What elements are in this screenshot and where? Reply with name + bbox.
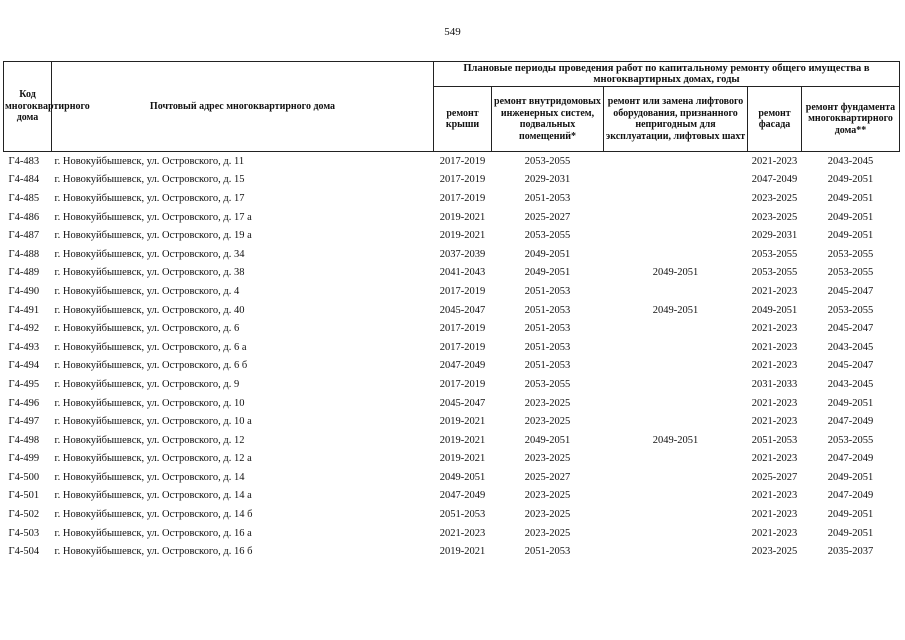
cell-roof: 2047-2049 [439,490,486,502]
cell-elevator [604,487,748,506]
cell-facade: 2021-2023 [751,323,798,335]
cell-foundation: 2049-2051 [827,230,874,242]
header-code: Код многоквартирного дома [4,62,52,152]
cell-code: Г4-502 [8,509,40,521]
cell-elevator [604,394,748,413]
cell-elevator [604,375,748,394]
cell-systems: 2023-2025 [524,490,571,502]
cell-address: г. Новокуйбышевск, ул. Островского, д. 12 [54,434,245,446]
cell-roof: 2019-2021 [439,416,486,428]
cell-systems: 2051-2053 [524,360,571,372]
cell-foundation: 2045-2047 [827,323,874,335]
cell-elevator: 2049-2051 [652,267,699,279]
table-row [4,375,900,394]
cell-code: Г4-487 [8,230,40,242]
table-row [4,431,900,450]
cell-foundation: 2047-2049 [827,416,874,428]
cell-elevator: 2049-2051 [652,434,699,446]
header-foundation: ремонт фундамента многоквартирного дома** [802,87,900,152]
cell-address: г. Новокуйбышевск, ул. Островского, д. 6 б [54,360,248,372]
cell-address: г. Новокуйбышевск, ул. Островского, д. 14 [54,471,245,483]
cell-systems: 2053-2055 [492,152,604,171]
header-elevator: ремонт или замена лифтового оборудования, признанного непригодным для эксплуатации, лифтовых шахт [604,87,748,152]
cell-roof: 2041-2043 [439,267,486,279]
cell-elevator [604,189,748,208]
cell-address: г. Новокуйбышевск, ул. Островского, д. 12 а [54,453,252,465]
cell-elevator [604,152,748,171]
cell-elevator [604,505,748,524]
cell-foundation: 2049-2051 [827,211,874,223]
header-planned-periods: Плановые периоды проведения работ по капитальному ремонту общего имущества в многоквартирных домах, годы [434,62,900,87]
cell-elevator [604,524,748,543]
table-row [4,412,900,431]
cell-roof: 2019-2021 [439,453,486,465]
cell-facade: 2053-2055 [751,248,798,260]
table-row [4,301,900,320]
cell-foundation: 2053-2055 [827,304,874,316]
cell-facade: 2021-2023 [751,397,798,409]
cell-elevator [604,412,748,431]
cell-address: г. Новокуйбышевск, ул. Островского, д. 11 [52,152,434,171]
cell-roof: 2021-2023 [439,527,486,539]
cell-facade: 2021-2023 [751,509,798,521]
cell-address: г. Новокуйбышевск, ул. Островского, д. 16 б [54,546,253,558]
cell-roof: 2019-2021 [439,211,486,223]
table-row [4,338,900,357]
cell-facade: 2023-2025 [751,211,798,223]
cell-foundation: 2053-2055 [827,248,874,260]
cell-systems: 2025-2027 [524,211,571,223]
cell-code: Г4-490 [8,285,40,297]
cell-foundation: 2045-2047 [827,285,874,297]
cell-code: Г4-498 [8,434,40,446]
header-address: Почтовый адрес многоквартирного дома [52,62,434,152]
cell-elevator: 2049-2051 [652,304,699,316]
page-number: 549 [444,26,461,38]
cell-elevator [604,208,748,227]
cell-facade: 2053-2055 [751,267,798,279]
cell-facade: 2023-2025 [751,192,798,204]
cell-facade: 2031-2033 [751,378,798,390]
table-row [4,226,900,245]
cell-elevator [604,450,748,469]
cell-roof: 2017-2019 [434,152,492,171]
cell-roof: 2049-2051 [439,471,486,483]
cell-code: Г4-485 [8,192,40,204]
cell-roof: 2017-2019 [439,285,486,297]
table-header [4,62,900,152]
cell-address: г. Новокуйбышевск, ул. Островского, д. 4 [54,285,240,297]
cell-systems: 2051-2053 [524,192,571,204]
cell-facade: 2023-2025 [751,546,798,558]
cell-code: Г4-501 [8,490,40,502]
cell-code: Г4-483 [4,152,52,171]
table-row [4,282,900,301]
cell-systems: 2023-2025 [524,397,571,409]
cell-address: г. Новокуйбышевск, ул. Островского, д. 10 а [54,416,252,428]
cell-elevator [604,338,748,357]
cell-systems: 2025-2027 [524,471,571,483]
cell-code: Г4-503 [8,527,40,539]
cell-systems: 2051-2053 [524,546,571,558]
table-row [4,189,900,208]
cell-code: Г4-488 [8,248,40,260]
cell-systems: 2023-2025 [524,416,571,428]
cell-elevator [604,542,748,561]
cell-address: г. Новокуйбышевск, ул. Островского, д. 19 а [54,230,252,242]
cell-foundation: 2049-2051 [827,471,874,483]
cell-address: г. Новокуйбышевск, ул. Островского, д. 9 [54,378,240,390]
cell-code: Г4-486 [8,211,40,223]
cell-systems: 2023-2025 [524,453,571,465]
capital-repair-table [3,61,900,561]
cell-code: Г4-484 [8,174,40,186]
cell-roof: 2019-2021 [439,230,486,242]
cell-roof: 2017-2019 [439,378,486,390]
cell-elevator [604,171,748,190]
cell-systems: 2023-2025 [524,509,571,521]
cell-foundation: 2043-2045 [827,341,874,353]
cell-roof: 2045-2047 [439,397,486,409]
cell-address: г. Новокуйбышевск, ул. Островского, д. 10 [54,397,245,409]
cell-address: г. Новокуйбышевск, ул. Островского, д. 16 а [54,527,252,539]
cell-code: Г4-491 [8,304,40,316]
cell-elevator [604,468,748,487]
cell-code: Г4-493 [8,341,40,353]
cell-code: Г4-499 [8,453,40,465]
cell-address: г. Новокуйбышевск, ул. Островского, д. 40 [54,304,245,316]
cell-facade: 2021-2023 [751,285,798,297]
cell-systems: 2049-2051 [524,267,571,279]
cell-facade: 2021-2023 [748,152,802,171]
cell-roof: 2045-2047 [439,304,486,316]
cell-address: г. Новокуйбышевск, ул. Островского, д. 14 б [54,509,253,521]
cell-foundation: 2043-2045 [827,378,874,390]
header-facade: ремонт фасада [748,87,802,152]
table-row [4,264,900,283]
cell-roof: 2017-2019 [439,174,486,186]
table-row [4,468,900,487]
cell-foundation: 2047-2049 [827,490,874,502]
cell-code: Г4-500 [8,471,40,483]
cell-systems: 2053-2055 [524,230,571,242]
cell-systems: 2023-2025 [524,527,571,539]
table-row [4,152,900,171]
table-row [4,542,900,561]
cell-address: г. Новокуйбышевск, ул. Островского, д. 6 а [54,341,247,353]
cell-foundation: 2047-2049 [827,453,874,465]
table-body [4,152,900,562]
cell-roof: 2017-2019 [439,341,486,353]
cell-systems: 2051-2053 [524,323,571,335]
cell-roof: 2017-2019 [439,323,486,335]
table-row [4,208,900,227]
cell-code: Г4-496 [8,397,40,409]
cell-address: г. Новокуйбышевск, ул. Островского, д. 34 [54,248,245,260]
cell-code: Г4-489 [8,267,40,279]
cell-address: г. Новокуйбышевск, ул. Островского, д. 38 [54,267,245,279]
cell-foundation: 2043-2045 [802,152,900,171]
cell-code: Г4-492 [8,323,40,335]
cell-address: г. Новокуйбышевск, ул. Островского, д. 17 [54,192,245,204]
cell-foundation: 2049-2051 [827,192,874,204]
table-row [4,450,900,469]
cell-systems: 2049-2051 [524,248,571,260]
cell-address: г. Новокуйбышевск, ул. Островского, д. 14 а [54,490,252,502]
cell-systems: 2049-2051 [524,434,571,446]
cell-code: Г4-504 [8,546,40,558]
cell-facade: 2051-2053 [751,434,798,446]
cell-elevator [604,357,748,376]
cell-elevator [604,226,748,245]
table-row [4,245,900,264]
cell-facade: 2021-2023 [751,341,798,353]
cell-address: г. Новокуйбышевск, ул. Островского, д. 6 [54,323,240,335]
cell-facade: 2021-2023 [751,360,798,372]
cell-foundation: 2053-2055 [827,434,874,446]
cell-roof: 2047-2049 [439,360,486,372]
table-row [4,319,900,338]
cell-foundation: 2053-2055 [827,267,874,279]
cell-foundation: 2045-2047 [827,360,874,372]
cell-facade: 2049-2051 [751,304,798,316]
cell-roof: 2019-2021 [439,546,486,558]
cell-systems: 2051-2053 [524,285,571,297]
cell-address: г. Новокуйбышевск, ул. Островского, д. 17 а [54,211,252,223]
cell-roof: 2051-2053 [439,509,486,521]
header-systems: ремонт внутридомовых инженерных систем, подвальных помещений* [492,87,604,152]
cell-foundation: 2049-2051 [827,174,874,186]
table-row [4,524,900,543]
cell-code: Г4-497 [8,416,40,428]
cell-systems: 2053-2055 [524,378,571,390]
cell-foundation: 2049-2051 [827,527,874,539]
table-row [4,357,900,376]
cell-foundation: 2049-2051 [827,397,874,409]
cell-facade: 2021-2023 [751,490,798,502]
table-row [4,505,900,524]
cell-foundation: 2049-2051 [827,509,874,521]
cell-facade: 2047-2049 [751,174,798,186]
cell-code: Г4-494 [8,360,40,372]
cell-roof: 2019-2021 [439,434,486,446]
header-roof: ремонт крыши [434,87,492,152]
cell-systems: 2051-2053 [524,304,571,316]
table-row [4,487,900,506]
cell-systems: 2029-2031 [524,174,571,186]
cell-roof: 2037-2039 [439,248,486,260]
cell-systems: 2051-2053 [524,341,571,353]
cell-facade: 2021-2023 [751,453,798,465]
cell-address: г. Новокуйбышевск, ул. Островского, д. 15 [54,174,245,186]
table-row [4,394,900,413]
cell-facade: 2021-2023 [751,527,798,539]
table-row [4,171,900,190]
cell-elevator [604,245,748,264]
cell-foundation: 2035-2037 [827,546,874,558]
cell-elevator [604,319,748,338]
cell-facade: 2021-2023 [751,416,798,428]
cell-elevator [604,282,748,301]
cell-code: Г4-495 [8,378,40,390]
cell-facade: 2025-2027 [751,471,798,483]
cell-roof: 2017-2019 [439,192,486,204]
cell-facade: 2029-2031 [751,230,798,242]
